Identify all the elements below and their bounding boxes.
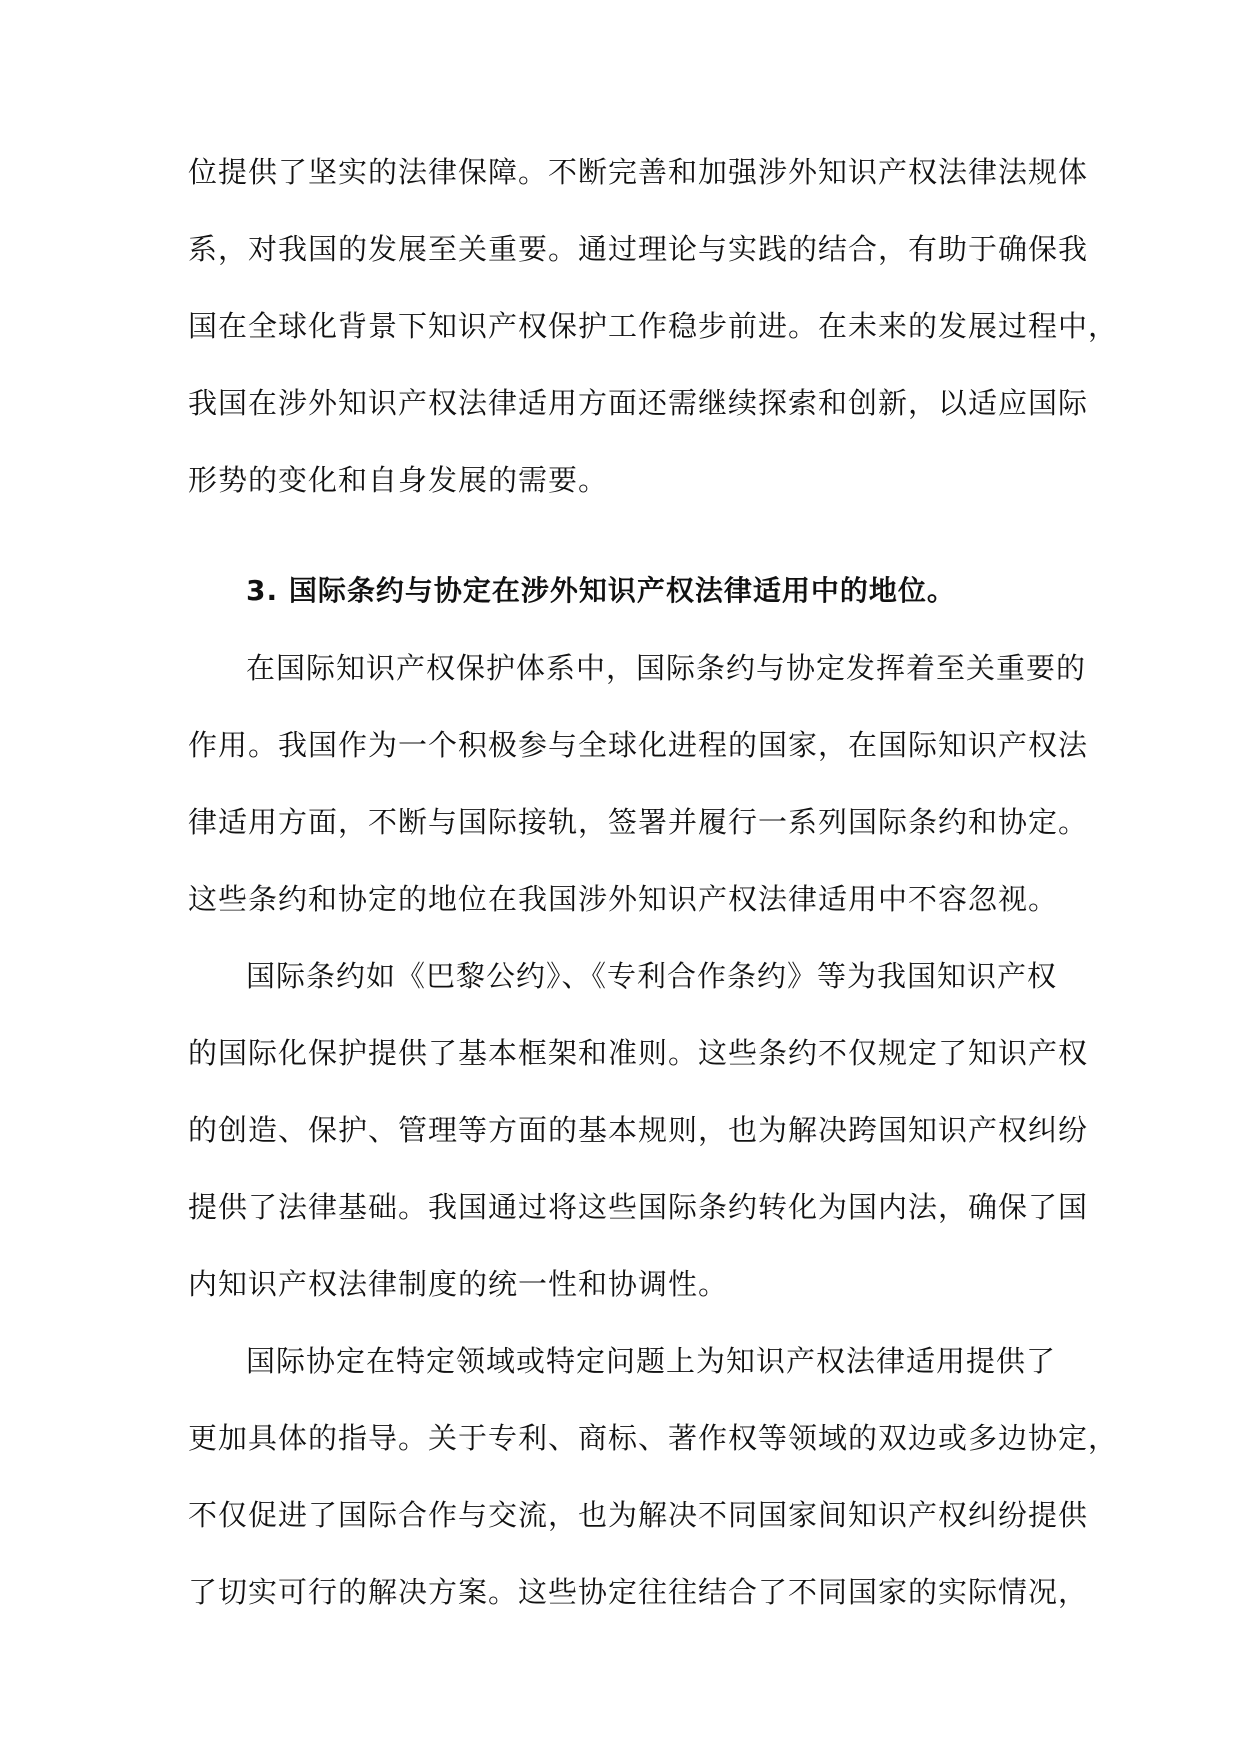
paragraph-line: 律适用方面，不断与国际接轨，签署并履行一系列国际条约和协定。 [188, 805, 1089, 839]
paragraph-line: 形势的变化和自身发展的需要。 [188, 463, 609, 497]
paragraph-line: 国际条约如《巴黎公约》、《专利合作条约》等为我国知识产权 [246, 959, 1058, 993]
paragraph-line: 提供了法律基础。我国通过将这些国际条约转化为国内法，确保了国 [188, 1190, 1089, 1224]
paragraph-line: 的创造、保护、管理等方面的基本规则，也为解决跨国知识产权纠纷 [188, 1113, 1089, 1147]
paragraph-line: 在国际知识产权保护体系中，国际条约与协定发挥着至关重要的 [246, 651, 1087, 685]
paragraph-line: 国在全球化背景下知识产权保护工作稳步前进。在未来的发展过程中， [188, 309, 1119, 343]
paragraph-line: 国际协定在特定领域或特定问题上为知识产权法律适用提供了 [246, 1344, 1057, 1378]
paragraph-line: 更加具体的指导。关于专利、商标、著作权等领域的双边或多边协定， [188, 1421, 1119, 1455]
paragraph-line: 的国际化保护提供了基本框架和准则。这些条约不仅规定了知识产权 [188, 1036, 1089, 1070]
paragraph-line: 内知识产权法律制度的统一性和协调性。 [188, 1267, 729, 1301]
paragraph-line: 我国在涉外知识产权法律适用方面还需继续探索和创新，以适应国际 [188, 386, 1089, 420]
document-body [188, 142, 1119, 1639]
paragraph-line: 作用。我国作为一个积极参与全球化进程的国家，在国际知识产权法 [188, 728, 1089, 762]
paragraph-line: 系，对我国的发展至关重要。通过理论与实践的结合，有助于确保我 [188, 232, 1089, 266]
paragraph-line: 不仅促进了国际合作与交流，也为解决不同国家间知识产权纠纷提供 [188, 1498, 1089, 1532]
paragraph-line: 了切实可行的解决方案。这些协定往往结合了不同国家的实际情况， [188, 1575, 1089, 1609]
paragraph-line: 位提供了坚实的法律保障。不断完善和加强涉外知识产权法律法规体 [188, 155, 1089, 189]
paragraph-line: 这些条约和协定的地位在我国涉外知识产权法律适用中不容忽视。 [188, 882, 1059, 916]
section-heading: 3. 国际条约与协定在涉外知识产权法律适用中的地位。 [246, 574, 956, 607]
